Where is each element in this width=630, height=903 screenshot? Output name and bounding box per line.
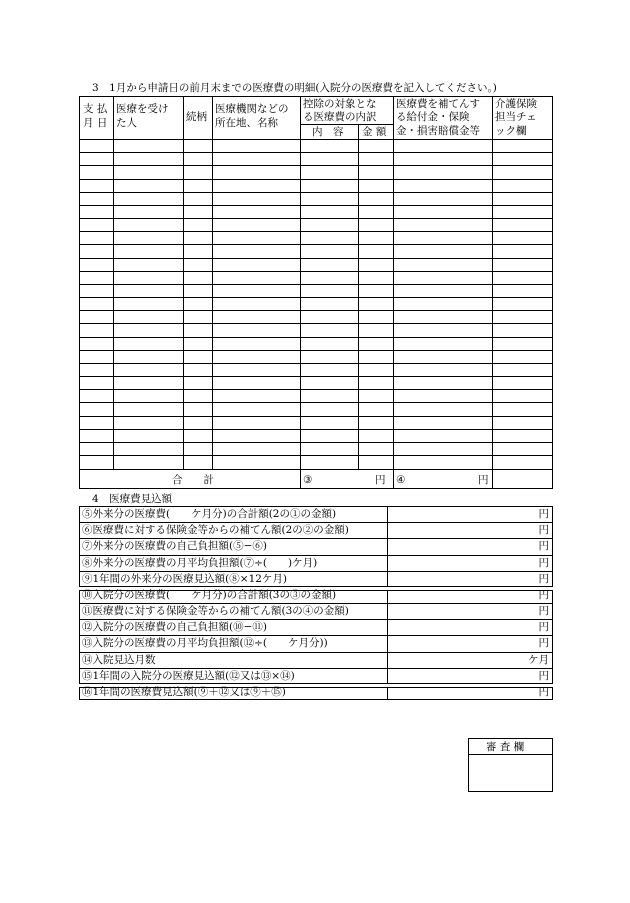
estimate-row-amount-field[interactable] [389,620,539,634]
table3-row-line [79,402,553,403]
estimate-row-label: ⑫入院分の医療費の自己負担額(⑩−⑪) [82,621,267,633]
header-relationship: 続柄 [186,111,207,123]
table3-row-line [79,389,553,390]
header-patient-1: 医療を受け [116,103,169,115]
table3-row-line [79,179,553,180]
estimate-row-label: ⑮1年間の入院分の医療見込額(⑫又は⑬×⑭) [82,670,295,682]
header-deductible-2: る医療費の内訳 [303,111,377,123]
estimate-row-label: ⑪医療費に対する保険金等からの補てん額(3の④の金額) [82,605,349,617]
table3-subheader-line [300,124,393,125]
header-compensation-1: 医療費を補てんす [396,98,480,110]
section4-title: 4 医療費見込額 [92,493,173,505]
table3-row-line [79,271,553,272]
table3-row-line [79,165,553,166]
header-amount: 金 額 [362,126,387,138]
table3-row-line [79,244,553,245]
header-compensation-3: 金・損害賠償金等 [396,125,480,137]
estimate-row-amount-field[interactable] [389,539,539,553]
estimate-row-unit: 円 [538,524,549,536]
table3-row-line [79,455,553,456]
table3-row-line [79,376,553,377]
table3-row-line [79,442,553,443]
header-care-check-2: 担当チェ [495,111,537,123]
section3-title: 3 1月から申請日の前月末までの医療費の明細(入院分の医療費を記入してください。) [92,82,497,94]
table3-row-line [79,310,553,311]
table3-row-line [79,337,553,338]
table3-row-line [79,350,553,351]
total-mark-3: ③ [303,474,313,486]
review-box-divider [468,754,553,755]
header-patient-2: た人 [116,117,137,129]
header-institution-1: 医療機関などの [215,103,289,115]
estimate-row-unit: 円 [538,589,549,601]
table3-row-line [79,363,553,364]
header-care-check-1: 介護保険 [495,98,537,110]
estimate-row-unit: 円 [538,573,549,585]
header-deductible-1: 控除の対象とな [303,98,377,110]
estimate-row-unit: 円 [538,621,549,633]
table3-row-line [79,416,553,417]
estimate-row-label: ⑬入院分の医療費の月平均負担額(⑫÷( ケ月分)) [82,637,328,649]
estimate-row-label: ⑭入院見込月数 [82,654,156,666]
table3-row-line [79,258,553,259]
table3-vline [492,96,493,489]
estimate-row-unit: 円 [538,605,549,617]
total-unit-yen-1: 円 [375,474,386,486]
table3-row-line [79,192,553,193]
estimate-row-unit: 円 [538,670,549,682]
header-compensation-2: る給付金・保険 [396,111,470,123]
estimate-row-amount-field[interactable] [389,507,539,521]
estimate-row-amount-field[interactable] [389,588,539,602]
estimate-row-unit: 円 [538,540,549,552]
total-unit-yen-2: 円 [478,474,489,486]
table3-total-line [79,469,553,470]
table3-frame [79,96,553,489]
estimate-row-label: ⑩入院分の医療費( ケ月分)の合計額(3の③の金額) [82,589,337,601]
estimate-row-label: ⑤外来分の医療費( ケ月分)の合計額(2の①の金額) [82,508,337,520]
review-label: 審 査 欄 [486,741,525,753]
table3-row-line [79,323,553,324]
table3-row-line [79,231,553,232]
header-payment-date-2: 月 日 [83,117,108,129]
estimate-row-label: ⑨1年間の外来分の医療見込額(⑧×12ケ月) [82,573,288,585]
table3-row-line [79,429,553,430]
estimate-row-amount-field[interactable] [389,572,539,586]
total-mark-4: ④ [396,474,406,486]
table3-row-line [79,205,553,206]
estimate-row-amount-field[interactable] [389,685,539,699]
estimate-row-unit: 円 [538,637,549,649]
table3-header-bottom [79,139,553,140]
estimate-row-amount-field[interactable] [389,636,539,650]
estimate-row-label: ⑥医療費に対する保険金等からの補てん額(2の②の金額) [82,524,349,536]
estimate-row-amount-field[interactable] [389,604,539,618]
header-content: 内 容 [312,126,344,138]
estimate-row-amount-field[interactable] [389,523,539,537]
estimate-row-label: ⑧外来分の医療費の月平均負担額(⑦÷( )ケ月) [82,557,318,569]
table3-row-line [79,152,553,153]
table3-row-line [79,297,553,298]
header-institution-2: 所在地、名称 [215,117,278,129]
table3-row-line [79,284,553,285]
estimate-row-amount-field[interactable] [389,556,539,570]
estimate-row-unit: ケ月 [528,654,549,666]
estimate-row-unit: 円 [538,686,549,698]
estimate-row-unit: 円 [538,557,549,569]
total-label: 合 計 [172,474,214,486]
header-payment-date-1: 支 払 [83,103,108,115]
estimate-row-amount-field[interactable] [389,653,539,667]
header-care-check-3: ック欄 [495,125,527,137]
estimate-row-label: ⑯1年間の医療費見込額(⑨＋⑫又は⑨＋⑮) [82,686,286,698]
estimate-row-unit: 円 [538,508,549,520]
table3-vline [393,96,394,489]
table3-vline [300,96,301,489]
estimate-row-amount-field[interactable] [389,669,539,683]
table3-row-line [79,218,553,219]
estimate-row-label: ⑦外来分の医療費の自己負担額(⑤−⑥) [82,540,267,552]
